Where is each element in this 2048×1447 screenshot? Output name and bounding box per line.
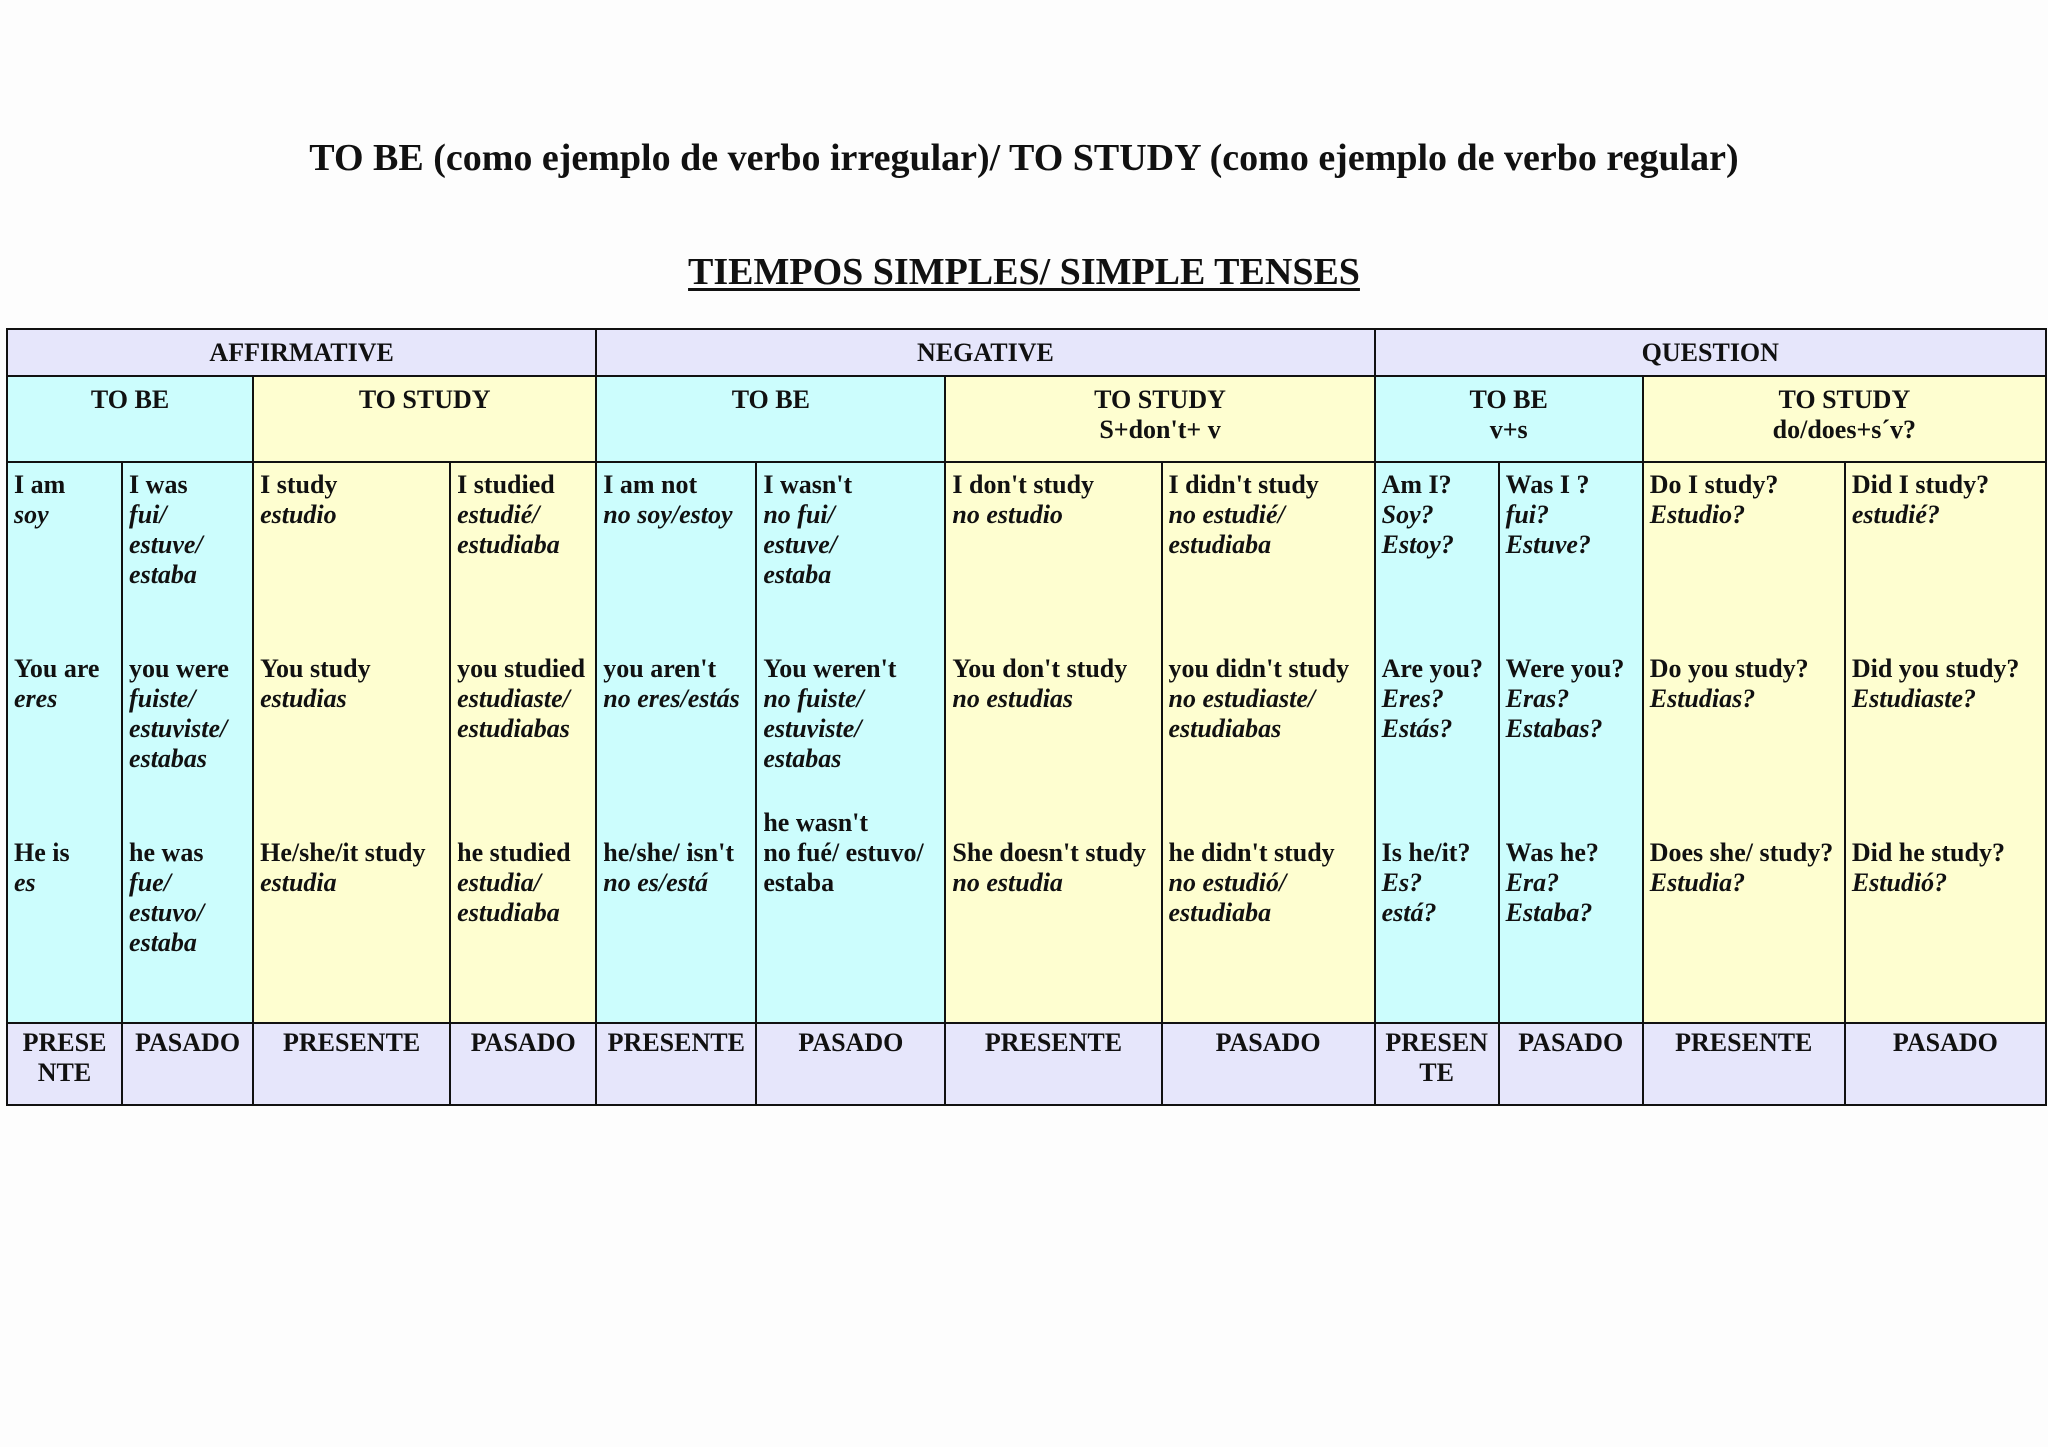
english-form: you were xyxy=(129,654,229,683)
subheader-label: TO BE xyxy=(731,385,810,414)
spanish-form: es xyxy=(14,868,36,897)
tense-label-text: NTE xyxy=(37,1058,92,1087)
conjugation-entry xyxy=(1382,838,1492,1022)
english-form: I am xyxy=(14,470,66,499)
english-form: He/she/it study xyxy=(260,838,426,867)
group-question: QUESTION xyxy=(1375,329,2046,376)
tense-label-text: PASADO xyxy=(135,1028,241,1057)
tense-label-text: TE xyxy=(1419,1058,1454,1087)
spanish-form: estaba xyxy=(129,560,197,589)
english-form: you aren't xyxy=(603,654,717,683)
group-negative: NEGATIVE xyxy=(596,329,1374,376)
conjugation-entry xyxy=(1169,654,1368,838)
spanish-form: estudias xyxy=(260,684,347,713)
english-form: I didn't study xyxy=(1168,470,1319,499)
tense-label-text: PRESENTE xyxy=(607,1028,745,1057)
tense-label-text: PASADO xyxy=(1892,1028,1998,1057)
subheader-aff-to-study xyxy=(253,376,596,462)
conjugation-entry xyxy=(763,654,938,808)
conjugation-entry xyxy=(1852,838,2039,1022)
conjugation-entry xyxy=(603,470,749,654)
cell-neg-study-past xyxy=(1162,462,1375,1023)
cell-q-study-past xyxy=(1845,462,2046,1023)
conjugation-entry xyxy=(952,654,1154,838)
conjugation-entry xyxy=(1506,654,1636,838)
cell-aff-study-present xyxy=(253,462,450,1023)
subheader-formula: S+don't+ v xyxy=(1099,415,1221,444)
spanish-form: Estudiaste? xyxy=(1851,684,1977,713)
english-form: Is he/it? xyxy=(1381,838,1471,867)
tense-label-q-study-past xyxy=(1845,1023,2046,1105)
english-form: Does she/ study? xyxy=(1649,838,1834,867)
conjugation-entry xyxy=(952,470,1154,654)
english-form: He is xyxy=(14,838,70,867)
spanish-form: estudio xyxy=(260,500,337,529)
spanish-form: estabas xyxy=(763,744,842,773)
spanish-form: Estaba? xyxy=(1505,898,1593,927)
cell-q-be-present xyxy=(1375,462,1499,1023)
page-title: TO BE (como ejemplo de verbo irregular)/ TO STUDY (como ejemplo de verbo regular) xyxy=(309,137,1739,179)
conjugation-entry xyxy=(1382,654,1492,838)
english-form: I study xyxy=(260,470,338,499)
subheader-formula: do/does+s´v? xyxy=(1772,415,1917,444)
tense-label-text: PASADO xyxy=(798,1028,904,1057)
spanish-form: está? xyxy=(1381,898,1437,927)
spanish-form: Soy? xyxy=(1381,500,1434,529)
conjugation-entry xyxy=(1650,838,1838,1022)
subtitle-text: TIEMPOS SIMPLES/ SIMPLE TENSES xyxy=(688,251,1360,293)
group-affirmative: AFFIRMATIVE xyxy=(7,329,596,376)
spanish-form: estudiaste/ xyxy=(457,684,570,713)
subheader-q-to-be xyxy=(1375,376,1643,462)
conjugation-entry xyxy=(457,654,589,838)
spanish-form: estuve/ xyxy=(763,530,837,559)
conjugation-entry xyxy=(1506,470,1636,654)
spanish-form: no estudió/ xyxy=(1168,868,1287,897)
tense-label-aff-be-past xyxy=(122,1023,253,1105)
spanish-form: estudiabas xyxy=(1168,714,1282,743)
spanish-form: estudia xyxy=(260,868,337,897)
english-form: he didn't study xyxy=(1168,838,1335,867)
english-form: you studied xyxy=(457,654,586,683)
conjugation-entry xyxy=(603,838,749,1022)
conjugation-entry xyxy=(763,808,938,992)
spanish-form: no eres/estás xyxy=(603,684,740,713)
spanish-form: eres xyxy=(14,684,58,713)
english-form: he wasn't xyxy=(763,808,869,837)
english-form: Am I? xyxy=(1381,470,1452,499)
subheader-label: TO STUDY xyxy=(1778,385,1911,414)
spanish-form: no estudié/ xyxy=(1168,500,1285,529)
english-form: Were you? xyxy=(1505,654,1625,683)
subheader-label: TO STUDY xyxy=(1094,385,1226,414)
conjugation-entry xyxy=(1169,838,1368,1022)
tense-label-neg-be-present xyxy=(596,1023,756,1105)
english-form: I was xyxy=(129,470,188,499)
cell-q-study-present xyxy=(1643,462,1845,1023)
conjugation-entry xyxy=(129,470,246,654)
tense-label-text: PRESENTE xyxy=(283,1028,421,1057)
spanish-form: Estoy? xyxy=(1381,530,1454,559)
english-form: You study xyxy=(260,654,371,683)
spanish-form: no fué/ estuvo/ xyxy=(763,838,924,867)
spanish-form: estaba xyxy=(763,560,832,589)
spanish-form: Estudió? xyxy=(1851,868,1948,897)
tense-label-text: PRESEN xyxy=(1385,1028,1488,1057)
spanish-form: no fui/ xyxy=(763,500,835,529)
tense-label-neg-study-present xyxy=(945,1023,1161,1105)
english-form: You are xyxy=(14,654,100,683)
cell-aff-be-past xyxy=(122,462,253,1023)
tense-label-aff-be-present xyxy=(7,1023,122,1105)
spanish-form: estuve/ xyxy=(129,530,203,559)
tense-label-text: PASADO xyxy=(1518,1028,1624,1057)
conjugation-entry xyxy=(1852,654,2039,838)
english-form: he/she/ isn't xyxy=(603,838,735,867)
conjugation-entry xyxy=(129,838,246,1022)
conjugation-entry xyxy=(14,470,115,654)
tense-label-q-be-present xyxy=(1375,1023,1499,1105)
spanish-form: Estudio? xyxy=(1649,500,1746,529)
conjugation-entry xyxy=(1382,470,1492,654)
conjugation-entry xyxy=(1506,838,1636,1022)
verb-tenses-table xyxy=(6,328,2047,1106)
spanish-form: estuviste/ xyxy=(129,714,228,743)
cell-neg-be-past xyxy=(756,462,945,1023)
spanish-form: no estudiaste/ xyxy=(1168,684,1316,713)
conjugation-entry xyxy=(457,470,589,654)
spanish-form: fuiste/ xyxy=(129,684,196,713)
subheader-label: TO BE xyxy=(90,385,170,414)
conjugation-entry xyxy=(457,838,589,1022)
english-form: Did I study? xyxy=(1851,470,1990,499)
tense-label-q-be-past xyxy=(1499,1023,1643,1105)
conjugation-entry xyxy=(1852,470,2039,654)
tense-label-text: PASADO xyxy=(470,1028,576,1057)
spanish-form: estuviste/ xyxy=(763,714,862,743)
conjugation-entry xyxy=(1650,470,1838,654)
subheader-aff-to-be xyxy=(7,376,253,462)
spanish-form: no estudia xyxy=(952,868,1063,897)
spanish-form: Era? xyxy=(1505,868,1560,897)
cell-neg-be-present xyxy=(596,462,756,1023)
english-form: You weren't xyxy=(763,654,897,683)
english-form: he studied xyxy=(457,838,571,867)
spanish-form: fui? xyxy=(1505,500,1550,529)
spanish-form: no estudias xyxy=(952,684,1074,713)
spanish-form: Estuve? xyxy=(1505,530,1591,559)
english-form: You don't study xyxy=(952,654,1128,683)
spanish-form: fue/ xyxy=(129,868,171,897)
conjugation-entry xyxy=(952,838,1154,1022)
spanish-form: estaba xyxy=(129,928,197,957)
spanish-form: estudié/ xyxy=(457,500,540,529)
conjugation-entry xyxy=(129,654,246,838)
tense-label-text: PRESENTE xyxy=(984,1028,1123,1057)
tense-label-neg-be-past xyxy=(756,1023,945,1105)
tense-label-q-study-present xyxy=(1643,1023,1845,1105)
english-form: I am not xyxy=(603,470,698,499)
spanish-form: soy xyxy=(14,500,49,529)
english-form: Do I study? xyxy=(1649,470,1779,499)
subheader-q-to-study xyxy=(1643,376,2046,462)
spanish-form: no fuiste/ xyxy=(763,684,864,713)
spanish-form: estudia/ xyxy=(457,868,541,897)
tense-label-aff-study-past xyxy=(450,1023,596,1105)
english-form: Was he? xyxy=(1505,838,1599,867)
spanish-form: estudiabas xyxy=(457,714,570,743)
english-form: Did you study? xyxy=(1851,654,2020,683)
english-form: She doesn't study xyxy=(952,838,1147,867)
tense-label-neg-study-past xyxy=(1162,1023,1375,1105)
english-form: Do you study? xyxy=(1649,654,1809,683)
conjugation-entry xyxy=(763,470,938,654)
spanish-form: Eras? xyxy=(1505,684,1570,713)
spanish-form: fui/ xyxy=(129,500,167,529)
spanish-form: estudié? xyxy=(1851,500,1940,529)
spanish-form: no estudio xyxy=(952,500,1063,529)
english-form: Was I ? xyxy=(1505,470,1590,499)
english-form: he was xyxy=(129,838,204,867)
tense-label-text: PRESE xyxy=(22,1028,107,1057)
spanish-form: estaba xyxy=(763,868,835,897)
subheader-label: TO BE xyxy=(1469,385,1548,414)
cell-neg-study-present xyxy=(945,462,1161,1023)
english-form: I studied xyxy=(457,470,555,499)
subheader-neg-to-be xyxy=(596,376,945,462)
spanish-form: Estudia? xyxy=(1649,868,1746,897)
english-form: you didn't study xyxy=(1168,654,1350,683)
conjugation-entry xyxy=(1650,654,1838,838)
english-form: Are you? xyxy=(1381,654,1483,683)
page-subtitle xyxy=(0,250,2048,294)
spanish-form: estudiaba xyxy=(1168,898,1272,927)
spanish-form: Estabas? xyxy=(1505,714,1603,743)
spanish-form: Eres? xyxy=(1381,684,1444,713)
spanish-form: estuvo/ xyxy=(129,898,205,927)
conjugation-entry xyxy=(603,654,749,838)
english-form: I don't study xyxy=(952,470,1095,499)
cell-q-be-past xyxy=(1499,462,1643,1023)
conjugation-entry xyxy=(260,470,443,654)
tense-label-text: PRESENTE xyxy=(1675,1028,1813,1057)
spanish-form: estabas xyxy=(129,744,208,773)
english-form: Did he study? xyxy=(1851,838,2005,867)
spanish-form: Es? xyxy=(1381,868,1423,897)
spanish-form: Estás? xyxy=(1381,714,1453,743)
spanish-form: no soy/estoy xyxy=(603,500,733,529)
subheader-neg-to-study xyxy=(945,376,1374,462)
spanish-form: estudiaba xyxy=(1168,530,1272,559)
conjugation-entry xyxy=(260,838,443,1022)
english-form: I wasn't xyxy=(763,470,853,499)
subheader-label: TO STUDY xyxy=(358,385,491,414)
tense-label-aff-study-present xyxy=(253,1023,450,1105)
conjugation-entry xyxy=(1169,470,1368,654)
spanish-form: estudiaba xyxy=(457,530,560,559)
conjugation-entry xyxy=(14,654,115,838)
cell-aff-study-past xyxy=(450,462,596,1023)
conjugation-entry xyxy=(260,654,443,838)
spanish-form: estudiaba xyxy=(457,898,560,927)
conjugation-entry xyxy=(14,838,115,1022)
spanish-form: Estudias? xyxy=(1649,684,1756,713)
spanish-form: no es/está xyxy=(603,868,708,897)
tense-label-text: PASADO xyxy=(1215,1028,1321,1057)
cell-aff-be-present xyxy=(7,462,122,1023)
subheader-formula: v+s xyxy=(1489,415,1528,444)
